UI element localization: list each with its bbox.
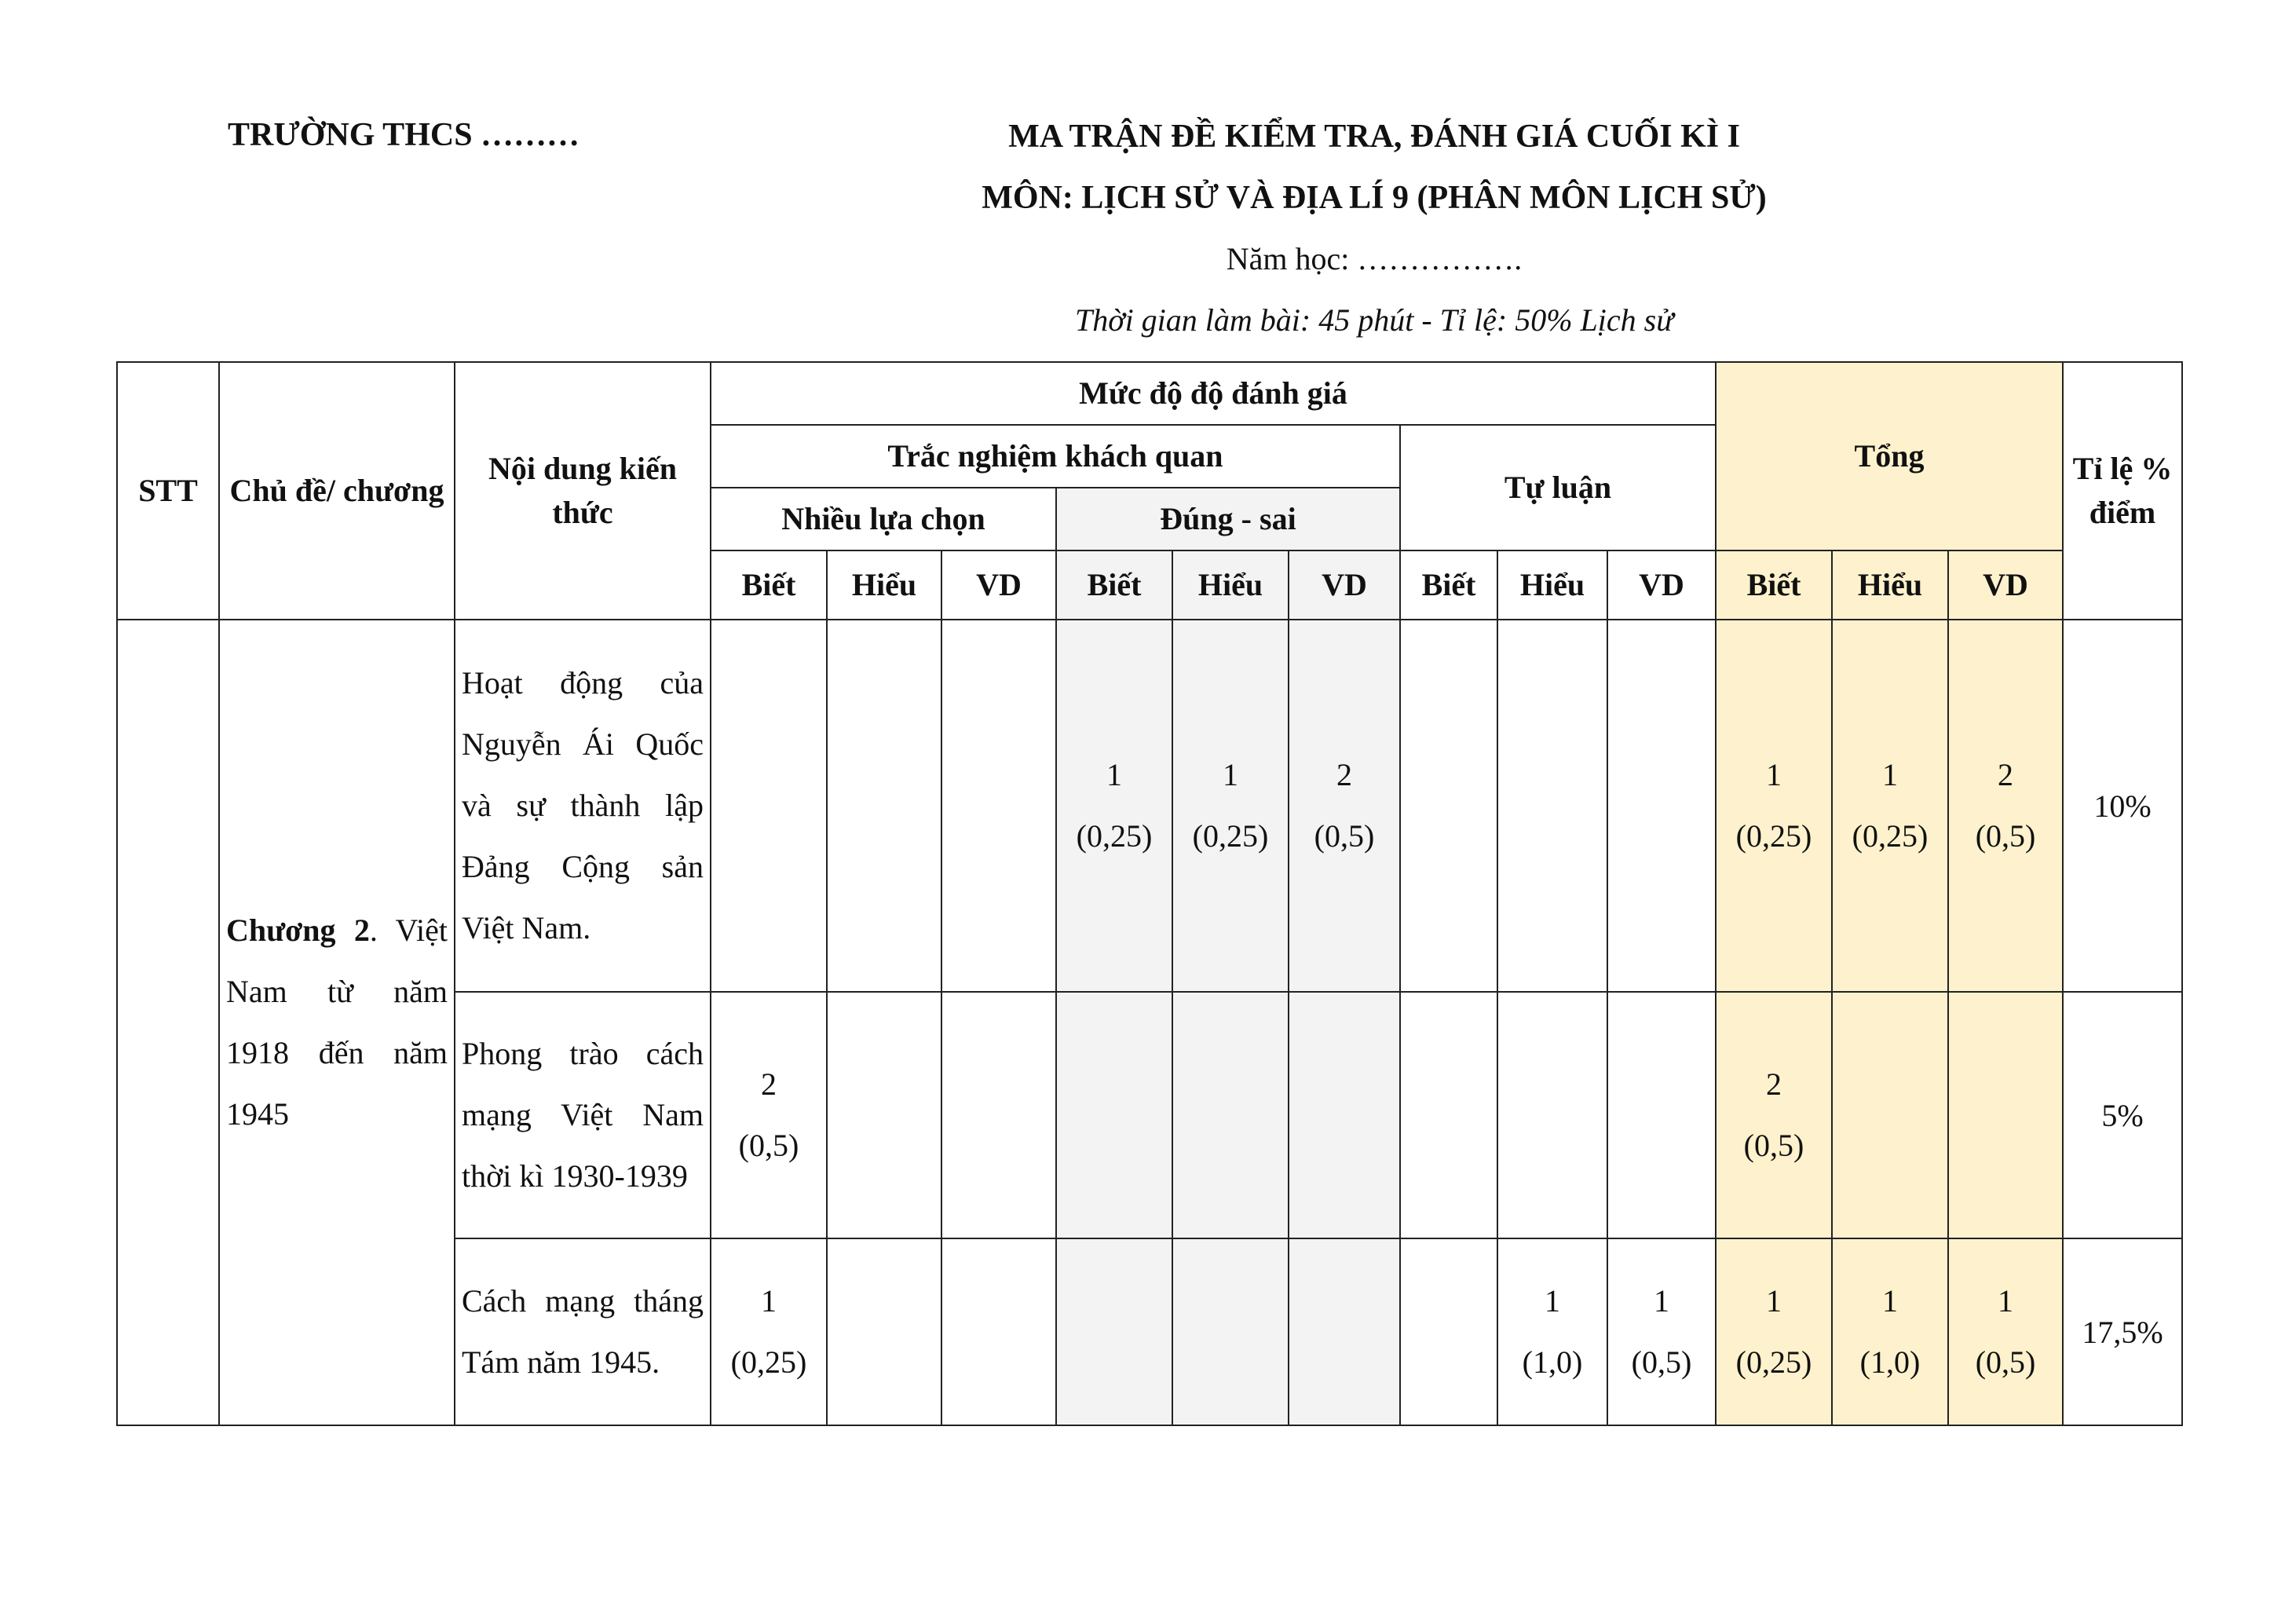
matrix-body: [117, 620, 2182, 1425]
header-ratio: Tỉ lệ % điểm: [2063, 362, 2182, 620]
header-mc-apply: VD: [941, 550, 1056, 620]
header-mc-understand: Hiểu: [827, 550, 941, 620]
score-value: (0,25): [1852, 818, 1929, 854]
chapter-title: . Việt Nam từ năm 1918 đến năm 1945: [226, 913, 448, 1132]
header-stt: STT: [117, 362, 219, 620]
essay-cell: [1497, 992, 1607, 1238]
tf-cell: [1056, 620, 1172, 992]
score-value: (0,25): [1735, 1344, 1812, 1380]
question-count: 1: [1766, 1283, 1782, 1319]
mc-cell: [827, 1238, 941, 1425]
header-mc-know: Biết: [711, 550, 827, 620]
header-assessment-levels: Mức độ độ đánh giá: [711, 362, 1716, 425]
tf-cell: [1289, 992, 1400, 1238]
header-essay-understand: Hiểu: [1497, 550, 1607, 620]
header-multiple-choice: Nhiều lựa chọn: [711, 488, 1056, 550]
header-total: Tổng: [1716, 362, 2063, 550]
total-cell: [1716, 1238, 1832, 1425]
header-essay-know: Biết: [1400, 550, 1497, 620]
question-count: 1: [1882, 757, 1898, 792]
subject-title: MÔN: LỊCH SỬ VÀ ĐỊA LÍ 9 (PHÂN MÔN LỊCH SỬ): [982, 180, 1767, 216]
score-value: (0,25): [1735, 818, 1812, 854]
tf-cell: [1172, 1238, 1289, 1425]
header-tf-know: Biết: [1056, 550, 1172, 620]
total-cell: [1832, 992, 1948, 1238]
question-count: 2: [1336, 757, 1352, 792]
content-cell: Phong trào cách mạng Việt Nam thời kì 1930-1939: [455, 992, 711, 1238]
essay-cell: [1607, 1238, 1716, 1425]
score-value: (0,5): [1975, 818, 2036, 854]
tf-cell: [1056, 1238, 1172, 1425]
school-year: Năm học: …………….: [1226, 241, 1523, 276]
score-value: (0,5): [1631, 1344, 1692, 1380]
mc-cell: [711, 1238, 827, 1425]
chapter-cell: [219, 620, 455, 1425]
total-cell: [1948, 1238, 2063, 1425]
total-cell: [1948, 620, 2063, 992]
stt-cell: [117, 620, 219, 1425]
essay-cell: [1400, 620, 1497, 992]
essay-cell: [1497, 1238, 1607, 1425]
question-count: 1: [1654, 1283, 1669, 1319]
content-cell: Hoạt động của Nguyễn Ái Quốc và sự thành lập Đảng Cộng sản Việt Nam.: [455, 620, 711, 992]
mc-cell: [941, 1238, 1056, 1425]
tf-cell: [1172, 992, 1289, 1238]
header-true-false: Đúng - sai: [1056, 488, 1400, 550]
assessment-matrix-table: [116, 361, 2183, 1426]
essay-cell: [1607, 620, 1716, 992]
header-objective: Trắc nghiệm khách quan: [711, 425, 1400, 488]
score-value: (0,25): [730, 1344, 807, 1380]
total-cell: [1716, 620, 1832, 992]
score-value: (0,5): [738, 1128, 799, 1163]
content-cell: Cách mạng tháng Tám năm 1945.: [455, 1238, 711, 1425]
header-chapter: Chủ đề/ chương: [219, 362, 455, 620]
score-value: (0,5): [1314, 818, 1375, 854]
tf-cell: [1289, 1238, 1400, 1425]
tf-cell: [1289, 620, 1400, 992]
question-count: 2: [761, 1066, 777, 1102]
header-total-understand: Hiểu: [1832, 550, 1948, 620]
mc-cell: [941, 620, 1056, 992]
ratio-cell: 5%: [2063, 992, 2182, 1238]
header-essay-apply: VD: [1607, 550, 1716, 620]
mc-cell: [827, 620, 941, 992]
question-count: 1: [1545, 1283, 1560, 1319]
question-count: 1: [1882, 1283, 1898, 1319]
title-block: [903, 116, 1845, 347]
document-title: MA TRẬN ĐỀ KIỂM TRA, ĐÁNH GIÁ CUỐI KÌ I: [1008, 119, 1740, 155]
score-value: (1,0): [1859, 1344, 1921, 1380]
header-content: Nội dung kiến thức: [455, 362, 711, 620]
mc-cell: [941, 992, 1056, 1238]
total-cell: [1948, 992, 2063, 1238]
score-value: (0,25): [1076, 818, 1153, 854]
question-count: 2: [1766, 1066, 1782, 1102]
score-value: (0,5): [1743, 1128, 1804, 1163]
total-cell: [1716, 992, 1832, 1238]
chapter-number: Chương 2: [226, 913, 370, 948]
essay-cell: [1400, 992, 1497, 1238]
tf-cell: [1056, 992, 1172, 1238]
header-essay: Tự luận: [1400, 425, 1716, 550]
essay-cell: [1497, 620, 1607, 992]
essay-cell: [1400, 1238, 1497, 1425]
header-total-apply: VD: [1948, 550, 2063, 620]
ratio-cell: 10%: [2063, 620, 2182, 992]
header-tf-apply: VD: [1289, 550, 1400, 620]
question-count: 1: [1766, 757, 1782, 792]
total-cell: [1832, 1238, 1948, 1425]
mc-cell: [711, 620, 827, 992]
header-total-know: Biết: [1716, 550, 1832, 620]
exam-time: Thời gian làm bài: 45 phút - Tỉ lệ: 50% Lịch sử: [1074, 302, 1674, 338]
header-tf-understand: Hiểu: [1172, 550, 1289, 620]
essay-cell: [1607, 992, 1716, 1238]
tf-cell: [1172, 620, 1289, 992]
mc-cell: [827, 992, 941, 1238]
question-count: 1: [761, 1283, 777, 1319]
question-count: 1: [1223, 757, 1238, 792]
ratio-cell: 17,5%: [2063, 1238, 2182, 1425]
question-count: 1: [1998, 1283, 2013, 1319]
school-name: TRƯỜNG THCS ………: [228, 117, 580, 153]
question-count: 2: [1998, 757, 2013, 792]
question-count: 1: [1106, 757, 1122, 792]
score-value: (0,25): [1192, 818, 1269, 854]
score-value: (1,0): [1522, 1344, 1583, 1380]
table-row: [117, 620, 2182, 992]
mc-cell: [711, 992, 827, 1238]
score-value: (0,5): [1975, 1344, 2036, 1380]
total-cell: [1832, 620, 1948, 992]
